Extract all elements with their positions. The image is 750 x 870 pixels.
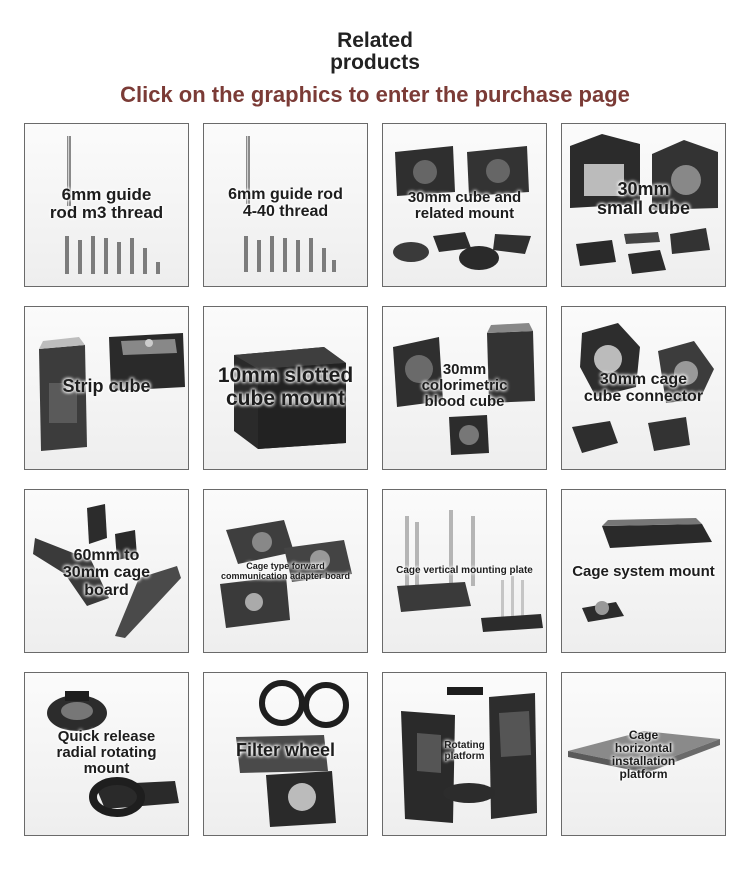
product-label: Filter wheel [235, 740, 336, 760]
product-tile-colorimetric-cube[interactable] [382, 306, 547, 470]
product-label: 30mm small cube [596, 179, 691, 219]
product-tile-6mm-rod-m3[interactable] [24, 123, 189, 287]
purchase-instruction: Click on the graphics to enter the purchase page [120, 82, 630, 107]
rotating-mount-icon [25, 673, 188, 835]
title-line-2: products [330, 51, 420, 74]
product-tile-system-mount[interactable] [561, 489, 726, 653]
horizontal-platform-icon [562, 673, 725, 835]
adapter-board-icon [204, 490, 367, 652]
title-line-1: Related [337, 29, 413, 52]
cage-connector-icon [562, 307, 725, 469]
product-label: Cage type forward communication adapter board [220, 561, 351, 581]
product-tile-6mm-rod-440[interactable] [203, 123, 368, 287]
vertical-plate-icon [383, 490, 546, 652]
product-label: Rotating platform [444, 740, 485, 762]
product-label: 30mm cage cube connector [583, 371, 704, 406]
small-cube-icon [562, 124, 725, 286]
cage-board-icon [25, 490, 188, 652]
product-label: 30mm colorimetric blood cube [421, 361, 508, 411]
product-label: Cage vertical mounting plate [396, 565, 533, 576]
product-label: 10mm slotted cube mount [217, 364, 354, 410]
guide-rods-icon [25, 124, 188, 286]
product-label: Quick release radial rotating mount [56, 728, 157, 778]
related-products-title [0, 30, 750, 74]
product-label: Cage system mount [572, 563, 715, 580]
strip-cube-icon [25, 307, 188, 469]
product-label: Strip cube [62, 376, 151, 396]
product-tile-horizontal-platform[interactable] [561, 672, 726, 836]
product-tile-filter-wheel[interactable] [203, 672, 368, 836]
product-label: 6mm guide rod 4-40 thread [228, 186, 343, 221]
product-tile-rotating-mount[interactable] [24, 672, 189, 836]
product-tile-adapter-board[interactable] [203, 489, 368, 653]
filter-wheel-icon [204, 673, 367, 835]
cube-mount-icon [383, 124, 546, 286]
product-tile-cage-board[interactable] [24, 489, 189, 653]
product-tile-30mm-cube-mount[interactable] [382, 123, 547, 287]
product-tile-10mm-slotted-cube[interactable] [203, 306, 368, 470]
product-tile-cage-connector[interactable] [561, 306, 726, 470]
product-label: 60mm to 30mm cage board [62, 547, 151, 599]
product-tile-30mm-small-cube[interactable] [561, 123, 726, 287]
slotted-cube-icon [204, 307, 367, 469]
product-tile-vertical-plate[interactable] [382, 489, 547, 653]
product-tile-rotating-platform[interactable] [382, 672, 547, 836]
system-mount-icon [562, 490, 725, 652]
product-label: Cage horizontal installation platform [611, 728, 676, 781]
colorimetric-cube-icon [383, 307, 546, 469]
product-label: 30mm cube and related mount [407, 189, 522, 223]
guide-rods-icon [204, 124, 367, 286]
product-label: 6mm guide rod m3 thread [49, 185, 164, 223]
rotating-platform-icon [383, 673, 546, 835]
product-tile-strip-cube[interactable] [24, 306, 189, 470]
